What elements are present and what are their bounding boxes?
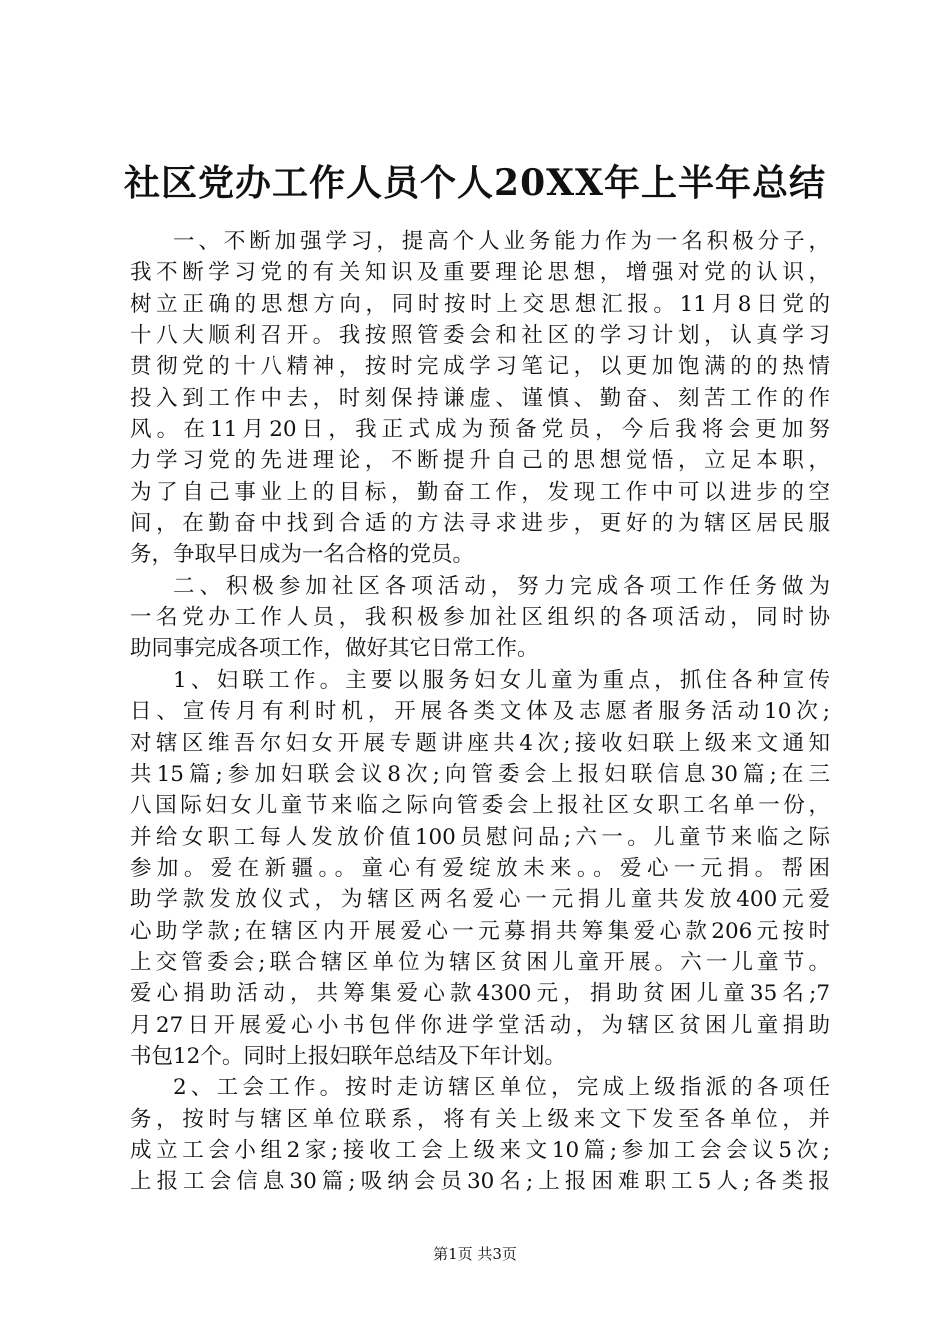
body-line: 心助学款;在辖区内开展爱心一元募捐共筹集爱心款206元按时 xyxy=(130,918,830,944)
body-line: 贯彻党的十八精神，按时完成学习笔记，以更加饱满的的热情 xyxy=(130,354,830,380)
body-line: 上交管委会;联合辖区单位为辖区贫困儿童开展。六一儿童节。 xyxy=(130,949,830,975)
body-line: 为了自己事业上的目标，勤奋工作，发现工作中可以进步的空 xyxy=(130,479,830,505)
body-line: 树立正确的思想方向，同时按时上交思想汇报。11月8日党的 xyxy=(130,291,830,317)
body-line: 间，在勤奋中找到合适的方法寻求进步，更好的为辖区居民服 xyxy=(130,511,830,537)
body-line: 成立工会小组2家;接收工会上级来文10篇;参加工会会议5次; xyxy=(130,1137,830,1163)
body-line: 书包12个。同时上报妇联年总结及下年计划。 xyxy=(130,1043,566,1069)
page-footer: 第1页 共3页 xyxy=(433,1245,517,1263)
body-line: 1、妇联工作。主要以服务妇女儿童为重点，抓住各种宣传 xyxy=(173,667,830,693)
body-line: 我不断学习党的有关知识及重要理论思想，增强对党的认识， xyxy=(130,260,830,286)
body-line: 助学款发放仪式，为辖区两名爱心一元捐儿童共发放400元爱 xyxy=(130,887,830,913)
body-line: 风。在11月20日，我正式成为预备党员，今后我将会更加努 xyxy=(130,417,830,443)
body-line: 月27日开展爱心小书包伴你进学堂活动，为辖区贫困儿童捐助 xyxy=(130,1012,830,1038)
document-body xyxy=(130,226,830,1198)
body-line: 并给女职工每人发放价值100员慰问品;六一。儿童节来临之际 xyxy=(130,824,830,850)
body-line: 参加。爱在新疆。。童心有爱绽放未来。。爱心一元捐。帮困 xyxy=(130,855,830,881)
body-line: 一名党办工作人员，我积极参加社区组织的各项活动，同时协 xyxy=(130,605,830,631)
body-line: 2、工会工作。按时走访辖区单位，完成上级指派的各项任 xyxy=(173,1075,830,1101)
body-line: 力学习党的先进理论，不断提升自己的思想觉悟，立足本职， xyxy=(130,448,830,474)
body-line: 八国际妇女儿童节来临之际向管委会上报社区女职工名单一份， xyxy=(130,793,830,819)
body-line: 共15篇;参加妇联会议8次;向管委会上报妇联信息30篇;在三 xyxy=(130,761,830,787)
body-line: 务，按时与辖区单位联系，将有关上级来文下发至各单位，并 xyxy=(130,1106,830,1132)
body-line: 投入到工作中去，时刻保持谦虚、谨慎、勤奋、刻苦工作的作 xyxy=(130,385,830,411)
body-line: 对辖区维吾尔妇女开展专题讲座共4次;接收妇联上级来文通知 xyxy=(130,730,830,756)
body-line: 十八大顺利召开。我按照管委会和社区的学习计划，认真学习 xyxy=(130,323,830,349)
body-line: 爱心捐助活动，共筹集爱心款4300元，捐助贫困儿童35名;7 xyxy=(130,981,830,1007)
body-line: 二、积极参加社区各项活动，努力完成各项工作任务做为 xyxy=(173,573,830,599)
body-line: 助同事完成各项工作，做好其它日常工作。 xyxy=(130,636,539,662)
document-title: 社区党办工作人员个人20XX年上半年总结 xyxy=(124,162,826,204)
body-line: 务，争取早日成为一名合格的党员。 xyxy=(130,542,475,568)
body-line: 上报工会信息30篇;吸纳会员30名;上报困难职工5人;各类报 xyxy=(130,1169,830,1195)
body-line: 日、宣传月有利时机，开展各类文体及志愿者服务活动10次; xyxy=(130,699,830,725)
body-line: 一、不断加强学习，提高个人业务能力作为一名积极分子， xyxy=(173,229,830,254)
